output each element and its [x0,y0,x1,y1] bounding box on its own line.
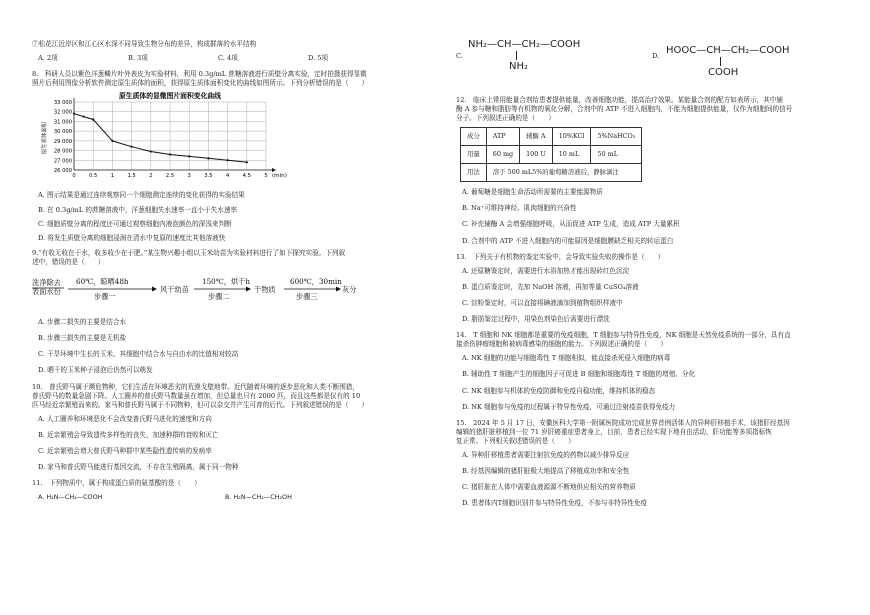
x-tick-label: 0.5 [89,173,98,180]
q8-option-a[interactable]: A. 图示结果是通过连续观察同一个细胞测定连续的变化获得的实验结果 [38,191,245,200]
q12-stem-line-1: 12. 临床上常用能量合剂给患者提供能量，改善细胞功能，提高治疗效果。某能量合剂的配方如表所示，其中辅 [456,96,783,104]
data-point [131,146,133,148]
y-tick-label: 30 000 [53,129,72,136]
q14-option-c[interactable]: C. NK 细胞参与机体的免疫防御和免疫自稳功能，维持机体的稳态 [462,386,656,395]
question-14 [456,331,846,412]
q7-option-b[interactable]: B. 3项 [128,54,148,63]
chart-xlabel: (min) [272,173,287,180]
q13-option-a[interactable]: A. 还原糖鉴定时，需要进行水浴加热才能出现砖红色沉淀 [462,266,630,275]
q14-option-d[interactable]: D. NK 细胞参与免疫的过程属于特异性免疫，可通过注射疫苗获得免疫力 [462,402,676,411]
flow-start-bottom: 表面水份 [32,287,61,297]
data-point [111,140,113,142]
q15-option-b[interactable]: B. 经基因编辑的猪肝脏极大地提高了移植成功率和安全性 [462,467,630,476]
energy-mixture-table [460,127,642,182]
table-cell: 溶于 500 mL5%的葡萄糖溶液后，静脉滴注 [486,164,642,182]
y-tick-label: 31 000 [53,119,72,126]
q11-option-b[interactable]: B. H₂N—CH₂—CH₂OH [225,493,292,502]
y-tick-label: 32 000 [53,110,72,117]
data-point [188,156,190,158]
question-13 [456,253,846,324]
q12-option-d[interactable]: D. 合剂中的 ATP 不进入细胞内的可能原因是细胞膜缺乏相关的转运蛋白 [462,236,674,245]
q15-option-d[interactable]: D. 患者体内T细胞识别并参与特异性免疫，不参与非特异性免疫 [462,499,648,508]
q13-stem: 13. 下列关于有机物的鉴定实验中，会导致实验失败的操作是（ ） [456,252,665,261]
q11-option-d-formula: HOOC—CH—CH₂—COOH [666,45,790,56]
question-9 [32,249,412,376]
q10-option-d[interactable]: D. 家马和普氏野马能进行基因交流，不存在生殖隔离，属于同一物种 [38,463,239,472]
y-tick-label: 33 000 [53,100,72,107]
flow-start-top: 洗净除去 [32,278,61,288]
data-point [92,119,94,121]
q10-option-c[interactable]: C. 近亲繁殖会增大普氏野马种群中某些隐性遗传病的发病率 [38,446,212,455]
q9-option-a[interactable]: A. 步骤二损失的主要是结合水 [38,318,127,327]
q9-stem-line-1: 9.“有收无收在于水，收多收少在于肥。”某生物兴趣小组以玉米幼苗为实验材料进行了如下探究实验。下列叙 [32,248,346,257]
flow-condition-2: 150℃，烘干h [202,277,250,287]
q7-option-a[interactable]: A. 2项 [38,54,58,63]
table-cell: ATP [486,128,519,146]
q10-stem-line-1: 10. 普氏野马属于濒危物种，它们生活在环境恶劣的荒漠戈壁地带。近代随着环境的逐步恶化和人类不断围猎， [32,382,359,391]
flow-condition-3: 600℃，30min [290,277,342,287]
q11-option-c-formula: NH₂—CH—CH₂—COOH [468,39,581,50]
question-12 [456,96,846,246]
q15-option-a[interactable]: A. 异种肝移植患者需要注射抗免疫的药物以减少排异反应 [462,450,630,459]
y-tick-label: 27 000 [53,158,72,165]
x-tick-label: 1 [110,173,115,180]
q11-option-a[interactable]: A. H₂N—CH₂—COOH [38,493,103,502]
q13-option-b[interactable]: B. 蛋白质鉴定时，先加 NaOH 溶液，再加等量 CuSO₄溶液 [462,282,639,291]
q15-option-c[interactable]: C. 猪肝脏在人体中需要血液源源不断地供应相关的营养物质 [462,483,636,492]
q11-option-d-label[interactable]: D. [652,52,660,60]
q8-stem-line-2: 照片后利用图像分析软件测定原生质体的面积，获得原生质体面积变化的曲线如图所示。下列分析错误的是（ ） [32,79,369,88]
x-tick-label: 4.5 [242,173,251,180]
q12-stem-line-2: 酶 A 参与糖和脂肪等有机物的氧化分解，合剂中的 ATP 不进入细胞内，不能为细胞提供能量，仅作为细胞间的信号 [456,105,793,114]
table-cell: 10 mL [552,146,591,164]
q8-option-d[interactable]: D. 将发生质壁分离的细胞浸润在清水中复原的速度比其他溶液快 [38,233,226,242]
y-tick-label: 26 000 [53,168,72,175]
q14-stem-line-2: 接杀伤肿瘤细胞和被病毒感染的细胞的能力。下列叙述正确的是（ ） [456,340,667,349]
flow-step-1: 步骤一 [94,292,116,302]
data-point [169,154,171,156]
question-8 [32,70,412,243]
table-cell: 辅酶 A [520,128,553,146]
q14-stem-line-1: 14. T 细胞和 NK 细胞都是重要的免疫细胞，T 细胞参与特异性免疫，NK 细胞是天然免疫系统的一部分，具有直 [456,331,791,340]
x-tick-label: 2 [149,173,153,180]
x-tick-label: 5 [264,173,268,180]
flow-product-3: 灰分 [342,285,357,295]
chart-y-ticks [54,100,72,174]
q10-stem-line-3: 匹马经近亲繁殖而来的。家马和普氏野马属于不同物种，但可以杂交并产生可育的后代。下列叙述错误的是（ ） [32,400,369,409]
table-cell: 成分 [461,128,487,146]
experiment-flowchart [32,273,362,309]
y-tick-label: 28 000 [53,148,72,155]
q10-stem-line-2: 普氏野马的数量急剧下降。人工圈养的普氏野马数量虽在增加，但总量也只有 2000 匹，而且这些都是仅有的 10 [32,391,361,400]
chart-ylabel: 原生质体面积 [42,122,48,155]
chart-grid [74,102,266,170]
chart-x-ticks [72,173,267,179]
table-cell: 用量 [461,146,487,164]
x-tick-label: 4 [225,173,230,180]
table-cell: 50 mL [591,146,642,164]
q13-option-c[interactable]: C. 淀粉鉴定时，可以直接将碘液滴加到植物组织样液中 [462,298,623,307]
q11-options-ab [32,493,412,502]
q8-stem-line-1: 8. 科研人员以紫色洋葱鳞片叶外表皮为实验材料，利用 0.3g/mL 蔗糖溶液进行质壁分离实验，定时拍摄获得显微 [32,70,367,79]
table-cell: 100 U [520,146,553,164]
q9-option-b[interactable]: B. 步骤三损失的主要是无机盐 [38,334,127,343]
flow-step-2: 步骤二 [208,292,230,302]
q11-stem: 11. 下列物质中，属于构成蛋白质的氨基酸的是（ ） [32,479,201,488]
q14-option-a[interactable]: A. NK 细胞的功能与细胞毒性 T 细胞相似，能直接杀死侵入细胞的病毒 [462,354,671,363]
data-point [246,162,248,164]
q15-stem-line-1: 15. 2024 年 5 月 17 日，安徽医科大学第一附属医院成功完成世界首例活体人的异种肝移植手术，该猪肝经基因 [456,418,790,427]
question-15 [456,419,846,509]
q15-stem-line-3: 复正常。下列相关叙述错误的是（ ） [456,436,575,445]
q10-option-b[interactable]: B. 近亲繁殖会导致遗传多样性的丧失，加速种群的衰败和灭亡 [38,430,219,439]
data-point [150,151,152,153]
chart-axes [74,98,276,172]
right-column [456,36,846,515]
table-row [461,146,642,164]
q9-option-c[interactable]: C. 干旱环境中生长的玉米，其细胞中结合水与自由水的比值相对较高 [38,350,239,359]
flow-step-3: 步骤三 [296,292,318,302]
q9-option-d[interactable]: D. 晒干的玉米种子浸泡后仍然可以萌发 [38,366,153,375]
q14-option-b[interactable]: B. 辅助性 T 细胞产生的细胞因子可促进 B 细胞和细胞毒性 T 细胞的增殖、分化 [462,370,696,379]
table-cell: 5%NaHCO₃ [591,128,642,146]
data-point [227,160,229,162]
chart-title: 原生质体的显微图片面积变化曲线 [119,92,221,101]
q12-option-b[interactable]: B. Na⁺可维持神经、肌肉细胞的兴奋性 [462,204,577,213]
x-tick-label: 2.5 [165,173,175,180]
left-column [32,40,412,509]
q10-option-a[interactable]: A. 人工圈养和环境恶化不会改变普氏野马进化的速度和方向 [38,414,212,423]
q15-stem-line-2: 编辑的猪肝脏移植到一位 71 岁肝癌重症患者身上，目前，患者已经实现下地自由活动，肝功能等多项指标恢 [456,427,772,436]
q8-option-b[interactable]: B. 在 0.3g/mL 的蔗糖溶液中，洋葱细胞失水速率一直小于失水速率 [38,205,238,214]
q7-option-c[interactable]: C. 4项 [218,54,238,63]
protoplast-area-chart [40,90,290,182]
flow-product-2: 干物质 [254,285,276,295]
table-cell: 用法 [461,164,487,182]
q12-stem-line-3: 分子。下列叙述正确的是（ ） [456,114,555,123]
data-point [83,116,85,118]
table-row [461,128,642,146]
q9-stem-line-2: 述中，错误的是（ ） [32,257,105,266]
table-row [461,164,642,182]
x-axis-arrow [272,168,276,172]
table-cell: 10%KCl [552,128,591,146]
q13-option-d[interactable]: D. 脂肪鉴定过程中，用染色剂染色后需要进行漂洗 [462,315,610,324]
q12-option-a[interactable]: A. 葡萄糖是细胞生命活动所需要的主要能源物质 [462,188,603,197]
q11-option-c-sub: NH₂ [509,61,529,72]
q7-option-d[interactable]: D. 5项 [308,54,329,63]
question-11 [32,479,412,502]
q8-option-c[interactable]: C. 细胞质壁分离的程度还可通过观察细胞内液泡颜色的深浅来判断 [38,219,232,228]
question-10 [32,383,412,473]
x-tick-label: 3.5 [204,173,213,180]
q11-structures [456,36,846,94]
data-point [207,158,209,160]
q12-option-c[interactable]: C. 补充辅酶 A 会增强细胞呼吸，从而促进 ATP 生成，造成 ATP 大量累积 [462,220,680,229]
flow-product-1: 风干幼苗 [160,285,189,295]
x-tick-label: 1.5 [127,173,136,180]
y-tick-label: 29 000 [53,139,72,146]
chart-series-line [74,114,247,163]
q11-d-bond [720,57,721,66]
q11-c-bond [516,51,517,60]
chart-points [73,113,248,164]
x-tick-label: 0 [72,173,76,180]
flow-condition-1: 60℃，晾晒48h [76,277,129,287]
q11-option-d-sub: COOH [708,67,739,78]
table-cell: 60 mg [486,146,519,164]
q7-options [32,54,412,63]
data-point [73,113,75,115]
q7-statement-7: ⑦松花江近岸区和江心区水深不同导致生物分布的差异，构成群落的水平结构 [32,40,257,48]
x-tick-label: 3 [187,173,191,180]
q11-option-c-label[interactable]: C. [456,52,463,60]
